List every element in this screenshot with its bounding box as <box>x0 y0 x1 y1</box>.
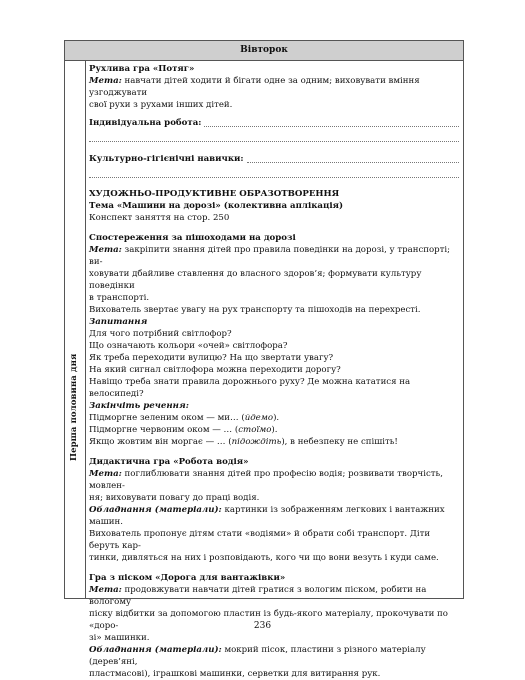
dg-equipment: Обладнання (матеріали): картинки із зображенням легкових і вантажних машин. <box>89 505 445 527</box>
individual-work-line[interactable] <box>89 116 459 129</box>
question: Навіщо треба знати правила дорожнього руху? Де можна кататися на велосипеді? <box>89 377 411 399</box>
blank-line[interactable] <box>89 165 459 178</box>
dg-desc: Вихователь пропонує дітям стати «водіями» й обрати собі транспорт. Діти беруть кар- <box>89 529 431 551</box>
sand-goal: Мета: продовжувати навчати дітей гратися з вологим піском, робити на вологому <box>89 585 427 607</box>
sentence: Якщо жовтим він моргає — … (підождіть), в небезпеку не спішіть! <box>89 437 398 447</box>
dg-goal-cont: ня; виховувати повагу до праці водія. <box>89 493 260 503</box>
art-theme: Тема «Машини на дорозі» (колективна аплікація) <box>89 201 344 211</box>
finish-label: Закінчіть речення: <box>89 401 189 411</box>
side-label: Перша половина дня <box>69 353 79 461</box>
dg-desc-cont: тинки, дивляться на них і розповідають, кого чи що вони везуть і куди саме. <box>89 553 439 563</box>
sand-title: Гра з піском «Дорога для вантажівки» <box>89 573 286 583</box>
questions-label: Запитання <box>89 317 148 327</box>
obs-goal-cont: в транспорті. <box>89 293 150 303</box>
sand-goal-cont: піску відбитки за допомогою пластин із будь-якого матеріалу, прокочувати по «доро- <box>89 609 448 631</box>
obs-goal-cont: ховувати дбайливе ставлення до власного здоров’я; формувати культуру поведінки <box>89 269 422 291</box>
dg-goal: Мета: поглиблювати знання дітей про професію водія; розвивати творчість, мовлен- <box>89 469 443 491</box>
game-goal: Мета: навчати дітей ходити й бігати одне за одним; виховувати вміння узгоджувати <box>89 76 420 98</box>
dg-title: Дидактична гра «Робота водія» <box>89 457 249 467</box>
hygiene-label: Культурно-гігієнічні навички: <box>89 154 244 164</box>
individual-work-label: Індивідуальна робота: <box>89 118 202 128</box>
blank-line[interactable] <box>89 129 459 142</box>
obs-goal: Мета: закріпити знання дітей про правила поведінки на дорозі, у транспорті; ви- <box>89 245 451 267</box>
art-ref: Конспект заняття на стор. 250 <box>89 213 230 223</box>
question: Для чого потрібний світлофор? <box>89 329 232 339</box>
sand-equipment: Обладнання (матеріали): мокрий пісок, пластини з різного матеріалу (дерев’яні, <box>89 645 426 667</box>
sentence: Підморгне зеленим оком — ми… (йдемо). <box>89 413 280 423</box>
side-column <box>65 61 86 598</box>
sentence: Підморгне червоним оком — … (стоїмо). <box>89 425 278 435</box>
game-goal-cont: свої рухи з рухами інших дітей. <box>89 100 233 110</box>
question: На який сигнал світлофора можна переходити дорогу? <box>89 365 341 375</box>
question: Що означають кольори «очей» світлофора? <box>89 341 288 351</box>
art-heading: ХУДОЖНЬО-ПРОДУКТИВНЕ ОБРАЗОТВОРЕННЯ <box>89 189 340 199</box>
question: Як треба переходити вулицю? На що звертати увагу? <box>89 353 334 363</box>
page-number: 236 <box>253 621 272 631</box>
day-header: Вівторок <box>65 41 463 61</box>
hygiene-line[interactable] <box>89 152 459 165</box>
obs-teacher: Вихователь звертає увагу на рух транспорту та пішоходів на перехресті. <box>89 305 421 315</box>
obs-title: Спостереження за пішоходами на дорозі <box>89 233 296 243</box>
sand-goal-cont: зі» машинки. <box>89 633 150 643</box>
game-title: Рухлива гра «Потяг» <box>89 64 195 74</box>
sand-equipment-cont: пластмасові), іграшкові машинки, серветки для витирання рук. <box>89 669 381 679</box>
